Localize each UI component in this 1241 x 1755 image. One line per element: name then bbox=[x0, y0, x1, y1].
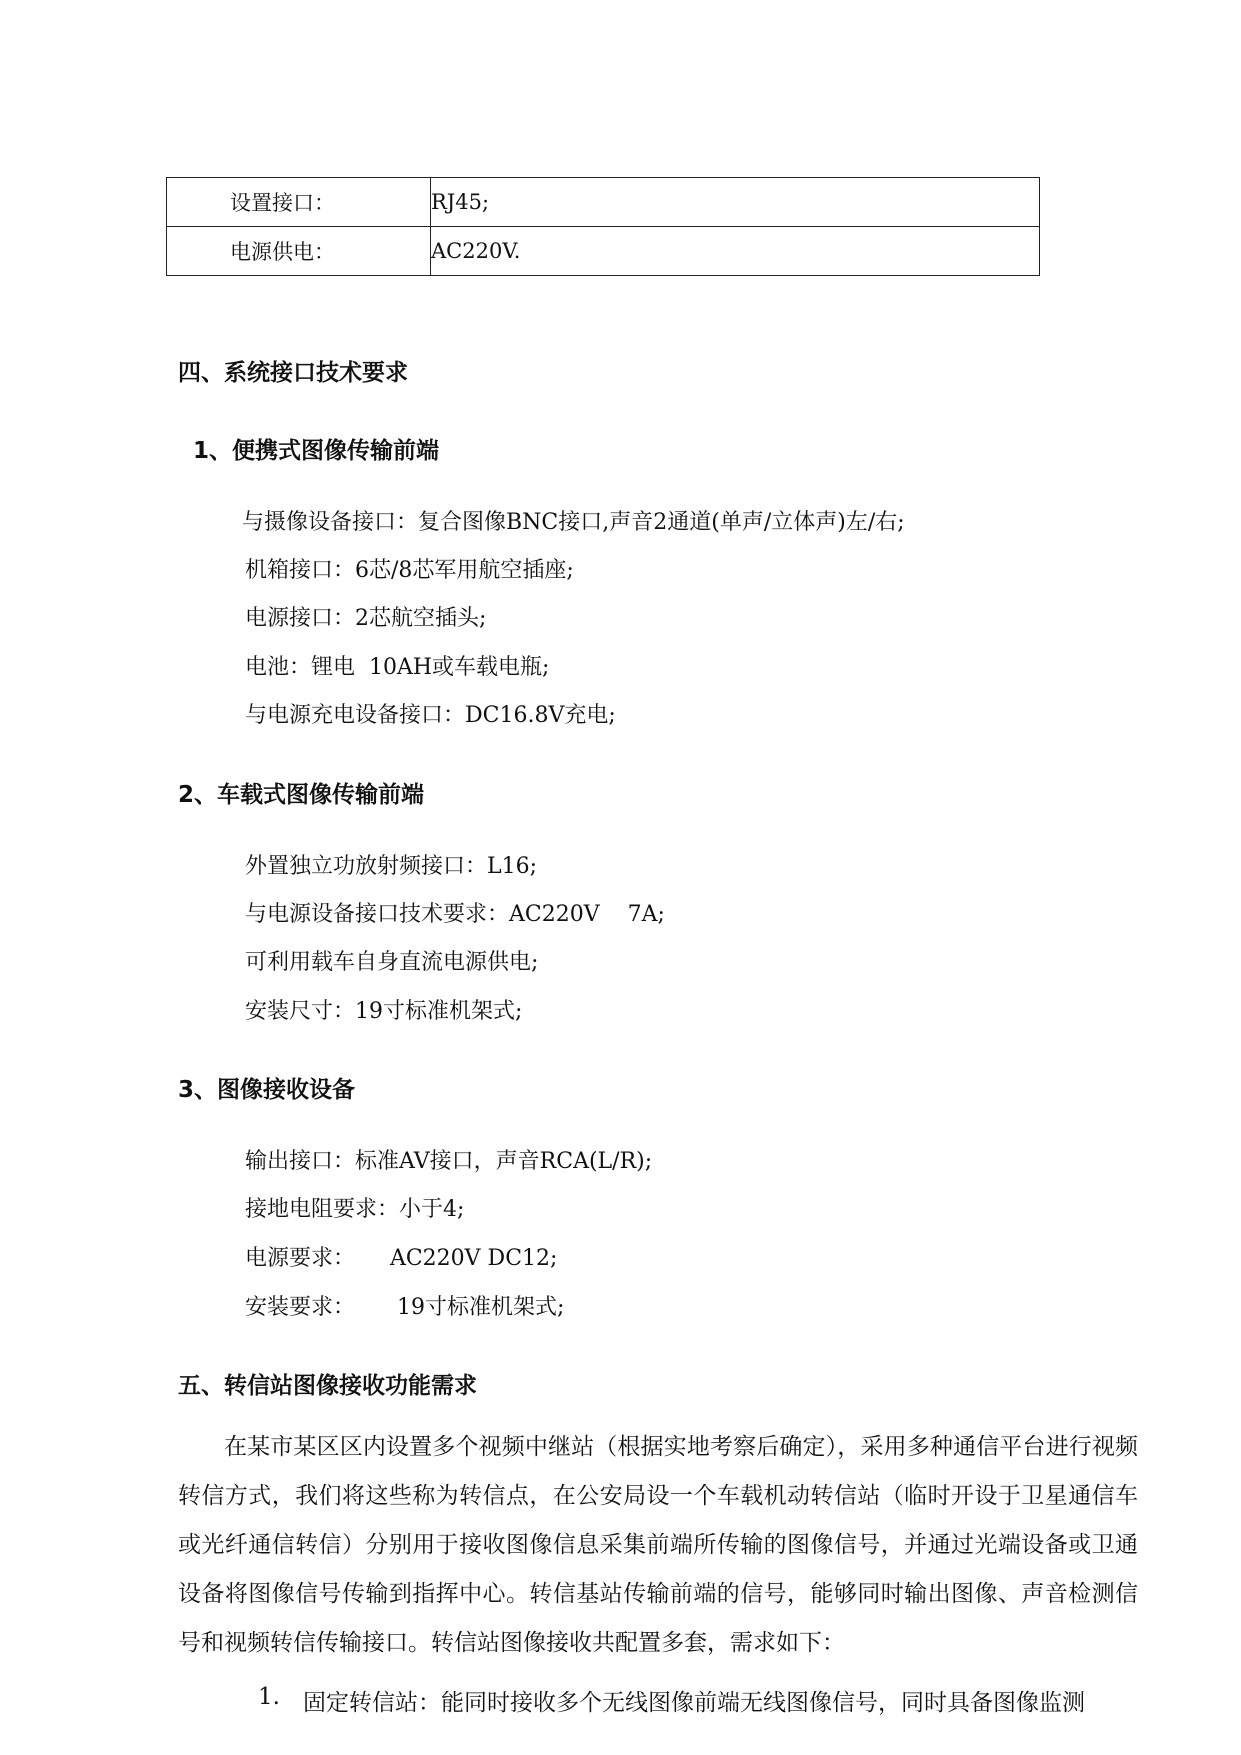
table-value: RJ45; bbox=[431, 178, 1040, 227]
section5-paragraph: 在某市某区区内设置多个视频中继站（根据实地考察后确定），采用多种通信平台进行视频转信方式，我们将这些称为转信点，在公安局设一个车载机动转信站（临时开设于卫星通信车或光纤通信转信）分别用于接收图像信息采集前端所传输的图像信号，并通过光端设备或卫通设备将图像信号传输到指挥中心。转信基站传输前端的信号，能够同时输出图像、声音检测信号和视频转信传输接口。转信站图像接收共配置多套，需求如下： bbox=[178, 1434, 1138, 1656]
table-key: 设置接口： bbox=[167, 178, 431, 227]
table-row bbox=[167, 227, 1040, 276]
sub3-line: 电源要求： AC220V DC12; bbox=[245, 1246, 558, 1271]
sub1-line: 机箱接口：6芯/8芯军用航空插座; bbox=[245, 558, 574, 583]
section4-heading: 四、系统接口技术要求 bbox=[178, 360, 408, 386]
list-number: 1. bbox=[258, 1684, 280, 1710]
sub1-line: 电池：锂电 10AH或车载电瓶; bbox=[245, 655, 550, 680]
spec-table bbox=[166, 177, 1040, 276]
sub1-heading: 1、便携式图像传输前端 bbox=[193, 438, 440, 464]
table-value: AC220V. bbox=[431, 227, 1040, 276]
sub1-line: 与电源充电设备接口：DC16.8V充电; bbox=[245, 703, 616, 728]
sub3-line: 接地电阻要求：小于4; bbox=[245, 1197, 465, 1222]
sub3-line: 安装要求： 19寸标准机架式; bbox=[245, 1295, 565, 1320]
table-key: 电源供电： bbox=[167, 227, 431, 276]
sub3-line: 输出接口：标准AV接口，声音RCA(L/R); bbox=[245, 1149, 653, 1174]
section5-heading: 五、转信站图像接收功能需求 bbox=[178, 1373, 477, 1399]
sub2-line: 与电源设备接口技术要求：AC220V 7A; bbox=[245, 902, 665, 927]
sub1-line: 与摄像设备接口：复合图像BNC接口,声音2通道(单声/立体声)左/右; bbox=[242, 510, 905, 535]
sub2-line: 外置独立功放射频接口：L16; bbox=[245, 854, 538, 879]
list-text: 固定转信站：能同时接收多个无线图像前端无线图像信号，同时具备图像监测 bbox=[303, 1690, 1085, 1716]
table-row bbox=[167, 178, 1040, 227]
sub3-heading: 3、图像接收设备 bbox=[178, 1077, 356, 1103]
sub2-line: 可利用载车自身直流电源供电; bbox=[245, 950, 539, 975]
sub1-line: 电源接口：2芯航空插头; bbox=[245, 606, 487, 631]
sub2-line: 安装尺寸：19寸标准机架式; bbox=[245, 999, 523, 1024]
sub2-heading: 2、车载式图像传输前端 bbox=[178, 782, 425, 808]
